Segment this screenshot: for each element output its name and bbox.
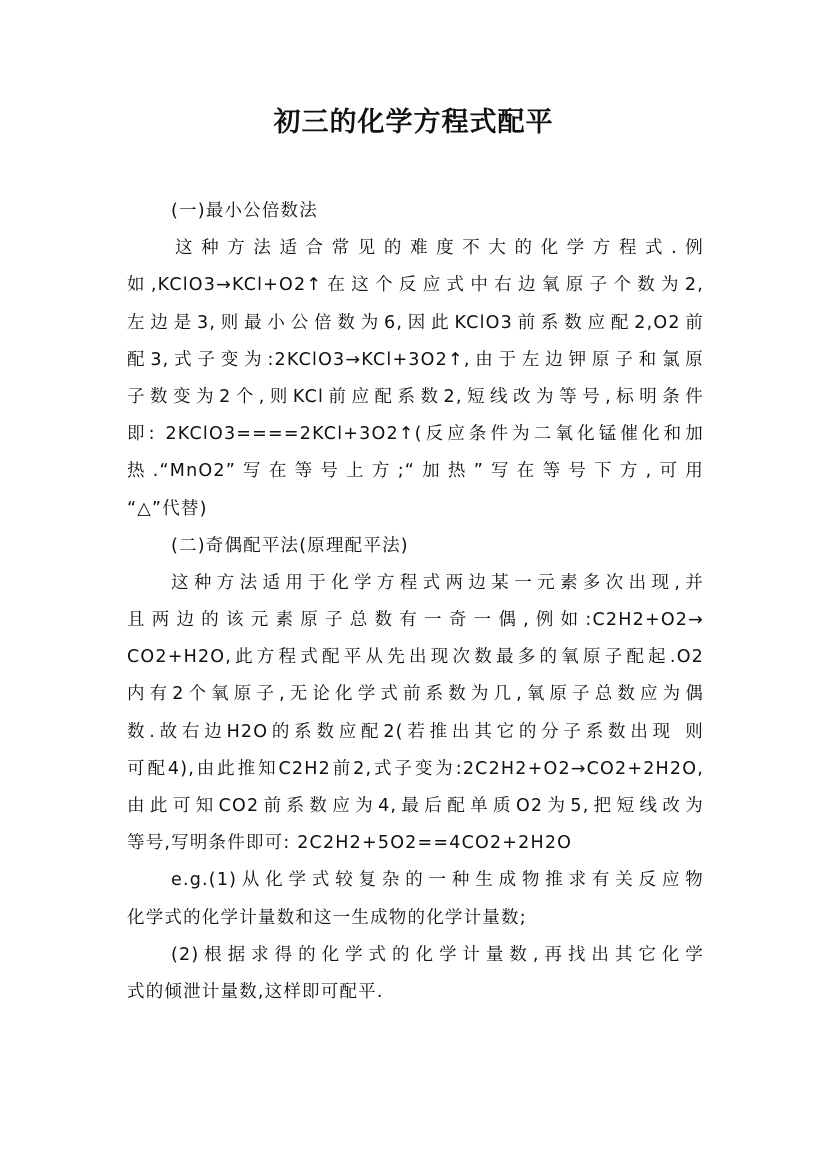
document-title: 初三的化学方程式配平 xyxy=(273,107,554,138)
paragraph-line: 子数变为2个,则KCl前应配系数2,短线改为等号,标明条件 xyxy=(127,386,704,407)
section-heading-lcm: (一)最小公倍数法 xyxy=(171,201,318,221)
paragraph-line: 数.故右边H2O的系数应配2(若推出其它的分子系数出现 则 xyxy=(127,721,704,742)
document-body xyxy=(127,193,704,1011)
paragraph-line: 内有2个氧原子,无论化学式前系数为几,氧原子总数应为偶 xyxy=(127,684,704,705)
paragraph-line: 等号,写明条件即可: 2C2H2+5O2==4CO2+2H2O xyxy=(127,833,573,854)
paragraph-line: (2)根据求得的化学式的化学计量数,再找出其它化学 xyxy=(171,944,704,965)
paragraph-line: 式的倾泄计量数,这样即可配平. xyxy=(127,981,384,1002)
paragraph-line: 左边是3,则最小公倍数为6,因此KClO3前系数应配2,O2前 xyxy=(127,312,704,333)
paragraph-line: 配3,式子变为:2KClO3→KCl+3O2↑,由于左边钾原子和氯原 xyxy=(127,349,704,370)
paragraph-line: 可配4),由此推知C2H2前2,式子变为:2C2H2+O2→CO2+2H2O, xyxy=(127,758,704,779)
paragraph-line: 化学式的化学计量数和这一生成物的化学计量数; xyxy=(127,907,527,928)
section-heading-odd-even: (二)奇偶配平法(原理配平法) xyxy=(171,535,409,556)
paragraph-line: e.g.(1)从化学式较复杂的一种生成物推求有关反应物 xyxy=(171,870,704,891)
paragraph-line: 由此可知CO2前系数应为4,最后配单质O2为5,把短线改为 xyxy=(127,796,704,816)
paragraph-line: 且两边的该元素原子总数有一奇一偶,例如:C2H2+O2→ xyxy=(127,610,704,631)
paragraph-line: 即: 2KClO3====2KCl+3O2↑(反应条件为二氧化锰催化和加 xyxy=(127,424,704,445)
paragraph-line: 这种方法适用于化学方程式两边某一元素多次出现,并 xyxy=(171,572,704,593)
paragraph-line: 这种方法适合常见的难度不大的化学方程式.例 xyxy=(175,238,704,259)
paragraph-line: CO2+H2O,此方程式配平从先出现次数最多的氧原子配起.O2 xyxy=(127,647,704,668)
paragraph-line: 热.“MnO2”写在等号上方;“加热”写在等号下方,可用 xyxy=(127,461,704,482)
paragraph-line: “△”代替) xyxy=(127,498,208,519)
paragraph-line: 如,KClO3→KCl+O2↑在这个反应式中右边氧原子个数为2, xyxy=(127,275,704,296)
